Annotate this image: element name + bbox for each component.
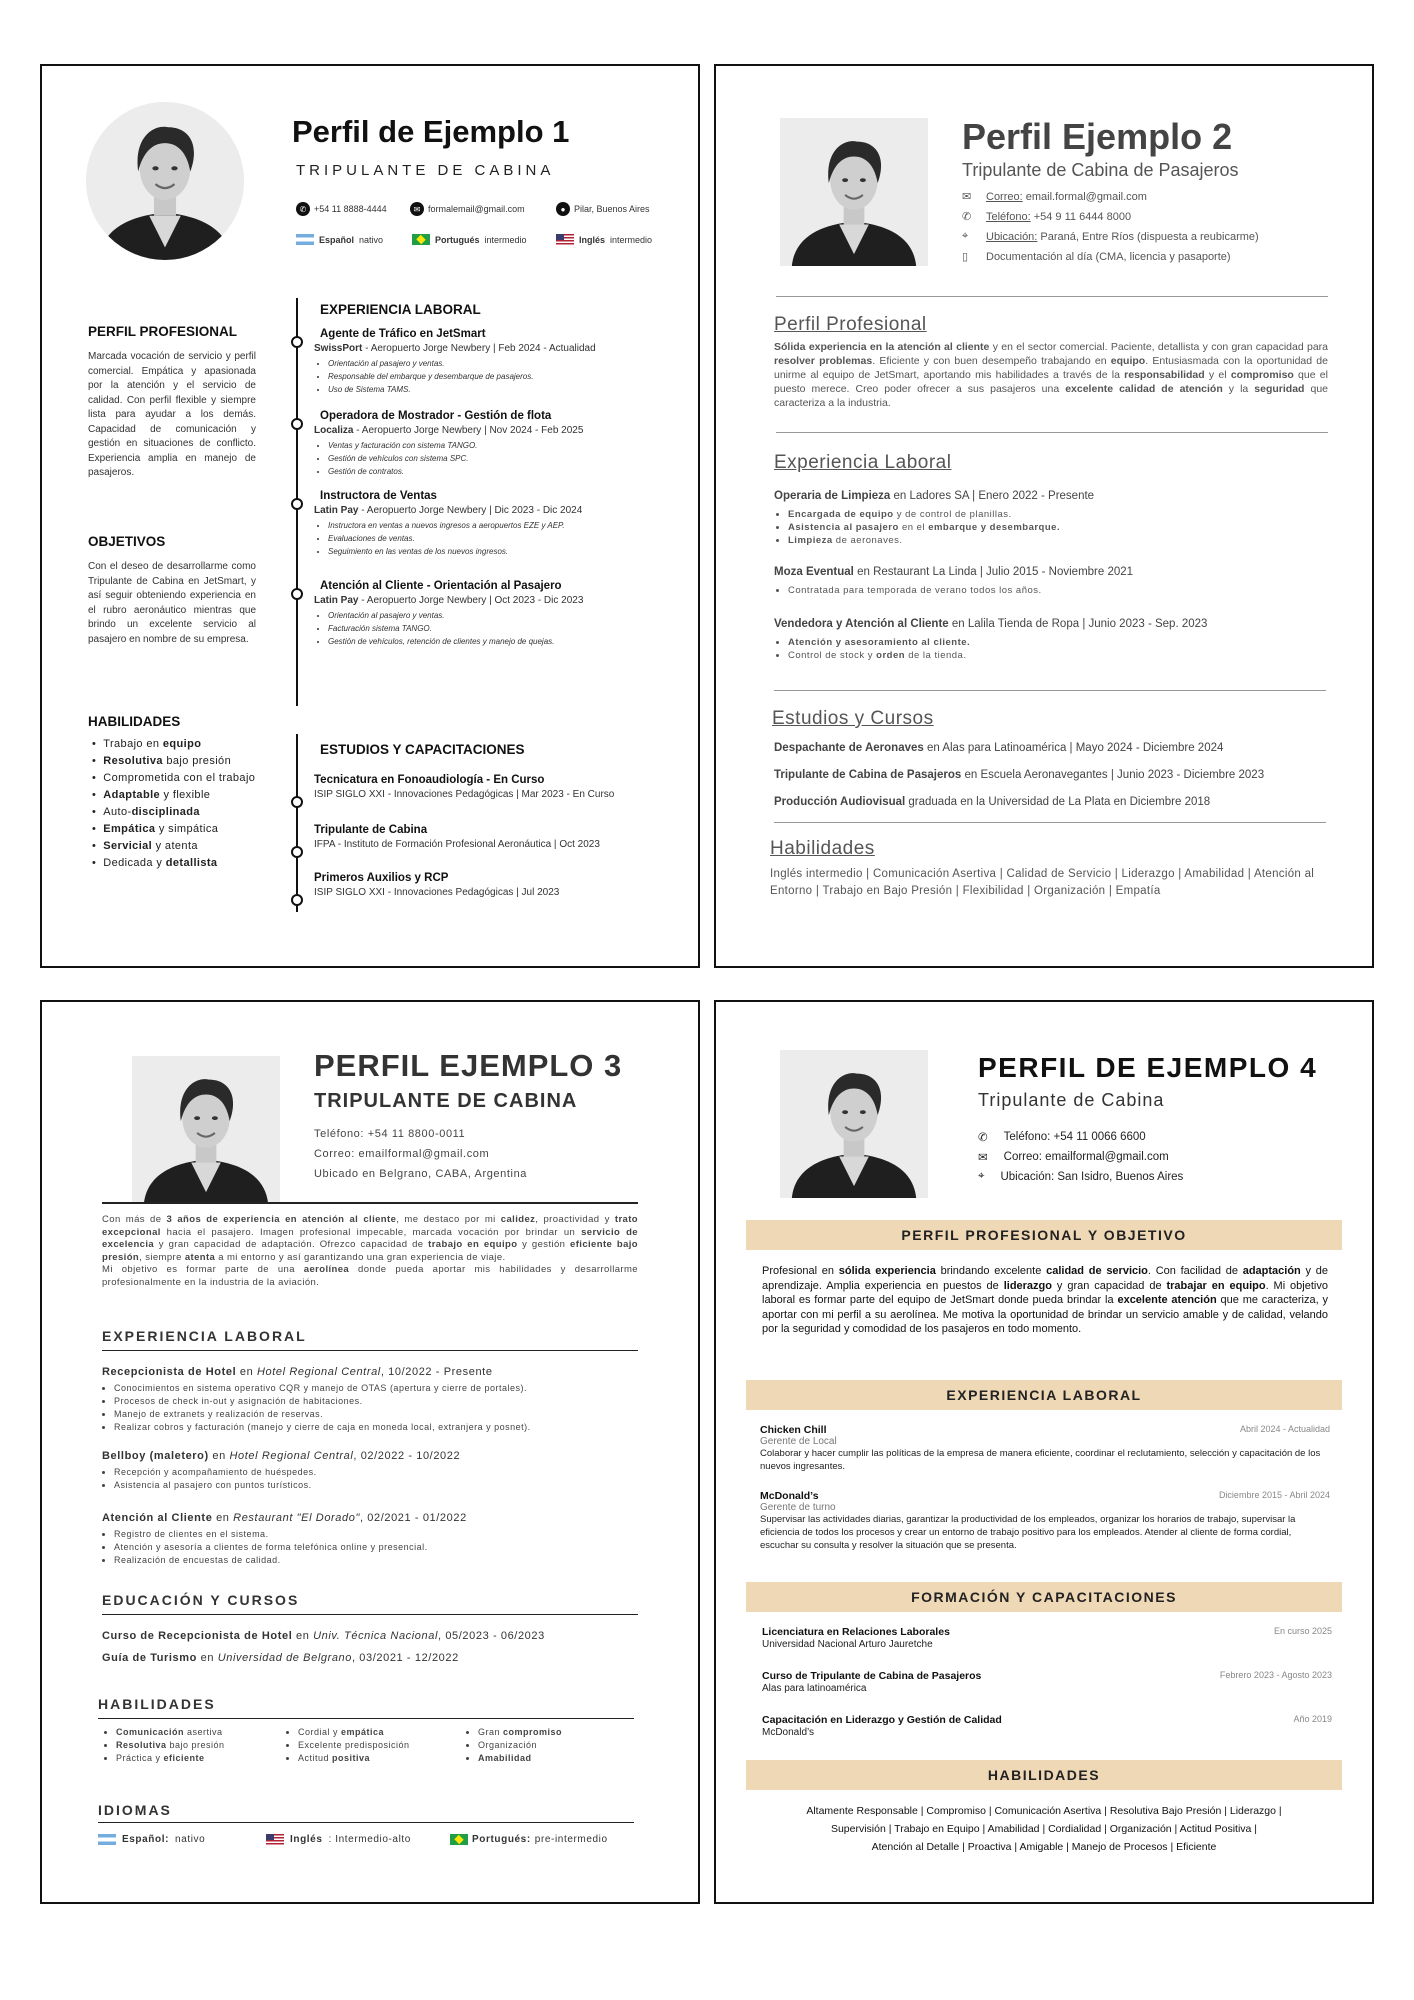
skill-text: y flexible: [160, 789, 211, 801]
resume-example-3: [40, 1000, 700, 1904]
skills-line: Atención al Detalle | Proactiva | Amigable | Manejo de Procesos | Eficiente: [871, 1841, 1217, 1853]
job-bullets: [114, 1466, 460, 1492]
profile-photo: [780, 118, 928, 266]
divider: [776, 296, 1328, 297]
skill-text: y atenta: [152, 840, 198, 852]
lang-name: Inglés: [290, 1834, 323, 1845]
job-bullets: [114, 1528, 467, 1567]
lang-level: pre-intermedio: [534, 1834, 608, 1845]
education-dates: , 03/2021 - 12/2022: [352, 1652, 459, 1664]
email-text: Correo: emailformal@gmail.com: [1003, 1151, 1169, 1163]
document-icon: ▯: [962, 251, 969, 263]
phone-icon: ✆: [296, 202, 310, 216]
location-text: Ubicado en Belgrano, CABA, Argentina: [314, 1168, 527, 1180]
job-meta: [314, 595, 674, 606]
job-entry: [774, 618, 1207, 630]
section-heading: HABILIDADES: [88, 714, 181, 729]
envelope-icon: ✉: [962, 191, 972, 203]
education-institution: Universidad Nacional Arturo Jauretche: [762, 1639, 933, 1650]
resume-role: TRIPULANTE DE CABINA: [296, 162, 555, 179]
contact-text: [986, 211, 1131, 223]
skill-item: [92, 770, 255, 787]
profile-photo: [780, 1050, 928, 1198]
profile-photo: [86, 102, 244, 260]
education-heading: [762, 1670, 1332, 1682]
skills-column: • Comunicación asertiva • Resolutiva bajo presión • Práctica y eficiente: [116, 1726, 225, 1765]
job-dates: - Aeropuerto Jorge Newbery | Nov 2024 - Feb 2025: [353, 425, 584, 436]
education-meta: ISIP SIGLO XXI - Innovaciones Pedagógicas | Mar 2023 - En Curso: [314, 789, 615, 800]
skill-bold: Servicial: [103, 840, 153, 852]
skill-item: [92, 838, 255, 855]
job-bullets: [328, 357, 674, 396]
lang-name: Portugués: [435, 234, 480, 245]
education-entry: [102, 1652, 459, 1664]
skill-item: [92, 753, 255, 770]
job-title: Vendedora y Atención al Cliente: [774, 618, 949, 630]
timeline-dot: [291, 796, 303, 808]
job-bullet: • Gestión de vehículos con sistema SPC.: [328, 452, 674, 465]
skill-bold: Empática: [103, 823, 156, 835]
skill-text: y simpática: [155, 823, 219, 835]
education-title: Capacitación en Liderazgo y Gestión de Calidad: [762, 1714, 1002, 1726]
job-place: Hotel Regional Central: [229, 1450, 354, 1462]
skills-column: • Gran compromiso • Organización • Amabilidad: [478, 1726, 562, 1765]
job-bullets: • Atención y asesoramiento al cliente. • Control de stock y orden de la tienda.: [788, 636, 970, 662]
job-dates: Diciembre 2015 - Abril 2024: [1218, 1490, 1330, 1500]
job-bullet: • Gestión de contratos.: [328, 465, 674, 478]
job-connector: en: [212, 1512, 234, 1524]
education-dates: , 05/2023 - 06/2023: [438, 1630, 545, 1642]
job-meta: [314, 425, 674, 436]
argentina-flag-icon: [98, 1834, 116, 1845]
job-dates: , 02/2021 - 01/2022: [359, 1512, 467, 1524]
education-entry: [762, 1714, 1332, 1739]
email-text: formalemail@gmail.com: [428, 204, 525, 214]
education-institution: McDonald’s: [762, 1727, 815, 1738]
contact-text: [986, 251, 1231, 263]
usa-flag-icon: [266, 1834, 284, 1845]
section-heading: EXPERIENCIA LABORAL: [102, 1328, 307, 1344]
lang-name: Portugués:: [472, 1834, 531, 1845]
job-bullet: • Orientación al pasajero y ventas.: [328, 357, 674, 370]
education-entry: [762, 1626, 1332, 1651]
brazil-flag-icon: [412, 234, 430, 245]
job-bullets: [328, 439, 674, 478]
job-bullets: [328, 609, 674, 648]
job-bullet: • Asistencia al pasajero con puntos turísticos.: [114, 1479, 460, 1492]
section-heading: Habilidades: [770, 838, 875, 859]
brazil-flag-icon: [450, 1834, 468, 1845]
job-connector: en: [236, 1366, 257, 1378]
skill-item: [92, 736, 255, 753]
job-title: Operaria de Limpieza: [774, 490, 891, 502]
divider: [774, 822, 1326, 823]
profile-text: Profesional en sólida experiencia brindando excelente calidad de servicio. Con facilidad de adaptación y de aprendizaje. Amplia experiencia en puestos de liderazgo y gran capacidad de trabajar en equipo. Mi objetivo laboral es formar parte del equipo de JetSmart donde pueda brindar la excelente atención que me caracteriza, y aportar con mi perfil a su aerolínea. Me motiva la oportunidad de brindar un servicio amable y de calidad, velando por la seguridad y comodidad de los pasajeros en todo momento.: [762, 1265, 1328, 1335]
contact-value: Paraná, Entre Ríos (dispuesta a reubicarme): [1037, 230, 1259, 243]
job-heading: [102, 1366, 531, 1378]
job-entry: [102, 1512, 467, 1567]
profile-text: Marcada vocación de servicio y perfil comercial. Empática y apasionada por la atención y el servicio de calidad. Con perfil flexible y siempre lista para ayudar a los demás. Capacidad de comunicación y gestión en situaciones de conflicto. Experiencia amplia en manejo de pasajeros.: [88, 351, 256, 478]
skills-text: Inglés intermedio | Comunicación Asertiva | Calidad de Servicio | Liderazgo | Amabilidad | Atención al Entorno | Trabajo en Bajo Presión | Flexibilidad | Organización | Empatía: [770, 868, 1315, 897]
lang-name: Español: [319, 234, 355, 245]
lang-level: intermedio: [484, 234, 527, 245]
education-heading: [762, 1714, 1332, 1726]
location-text: Pilar, Buenos Aires: [574, 204, 650, 214]
job-bullet: • Atención y asesoría a clientes de forma telefónica online y presencial.: [114, 1541, 467, 1554]
contact-row: [962, 230, 1259, 243]
job-role: Gerente de Local: [760, 1436, 837, 1447]
education-title: Tripulante de Cabina: [314, 824, 428, 836]
skills-column: • Cordial y empática • Excelente predisposición • Actitud positiva: [298, 1726, 410, 1765]
job-title: Bellboy (maletero): [102, 1450, 209, 1462]
timeline-dot: [291, 588, 303, 600]
resume-name: PERFIL EJEMPLO 3: [314, 1048, 623, 1083]
skill-bold: Adaptable: [103, 789, 161, 801]
education-entry: [774, 796, 1210, 808]
education-title: Guía de Turismo: [102, 1652, 197, 1664]
job-bullet: • Realizar cobros y facturación (manejo y cierre de caja en moneda local, extranjera y posnet).: [114, 1421, 531, 1434]
lang-name: Inglés: [579, 234, 606, 245]
job-heading: [102, 1512, 467, 1524]
job-entry: [774, 490, 1094, 502]
job-description: Supervisar las actividades diarias, garantizar la productividad de los empleados, organizar los horarios de trabajo, supervisar la eficiencia de todos los procesos y crear un entorno de trabajo positivo para los empleados. Atender al cliente de forma cordial, escuchar su consulta y resolver la situación que se presenta.: [760, 1514, 1296, 1551]
education-heading: [762, 1626, 1332, 1638]
education-meta: graduada en la Universidad de La Plata en Diciembre 2018: [905, 796, 1211, 808]
lang-level: nativo: [359, 234, 384, 245]
job-entry: [314, 328, 674, 396]
job-heading: [102, 1450, 460, 1462]
job-title: Agente de Tráfico en JetSmart: [320, 328, 486, 340]
resume-example-2: [714, 64, 1374, 968]
resume-role: TRIPULANTE DE CABINA: [314, 1090, 578, 1112]
education-meta: IFPA - Instituto de Formación Profesional Aeronáutica | Oct 2023: [314, 839, 600, 850]
argentina-flag-icon: [296, 234, 314, 245]
education-title: Curso de Tripulante de Cabina de Pasajeros: [762, 1670, 982, 1682]
contact-value: email.formal@gmail.com: [1022, 190, 1147, 203]
skills-line: Supervisión | Trabajo en Equipo | Amabilidad | Cordialidad | Organización | Actitud Positiva |: [830, 1823, 1258, 1835]
education-entry: [774, 742, 1223, 754]
location-icon: ⌖: [962, 230, 969, 242]
job-entry: [760, 1490, 1330, 1552]
profile-photo: [132, 1056, 280, 1204]
education-title: Tripulante de Cabina de Pasajeros: [774, 769, 962, 781]
job-dates: - Aeropuerto Jorge Newbery | Oct 2023 - Dic 2023: [358, 595, 584, 606]
job-bullet: • Recepción y acompañamiento de huéspedes.: [114, 1466, 460, 1479]
section-heading: IDIOMAS: [98, 1802, 172, 1818]
usa-flag-icon: [556, 234, 574, 245]
job-title: Recepcionista de Hotel: [102, 1366, 237, 1378]
job-bullet: • Responsable del embarque y desembarque de pasajeros.: [328, 370, 674, 383]
skill-item: [92, 804, 255, 821]
timeline-dot: [291, 418, 303, 430]
job-bullet: • Uso de Sistema TAMS.: [328, 383, 674, 396]
job-dates: - Aeropuerto Jorge Newbery | Dic 2023 - Dic 2024: [358, 505, 583, 516]
job-bullets: • Encargada de equipo y de control de planillas. • Asistencia al pasajero en el embarque y desembarque. • Limpieza de aeronaves.: [788, 508, 1060, 547]
section-heading: OBJETIVOS: [88, 534, 166, 549]
job-bullet: • Orientación al pasajero y ventas.: [328, 609, 674, 622]
job-place: Restaurant "El Dorado": [233, 1512, 360, 1524]
section-heading: Estudios y Cursos: [772, 708, 934, 729]
job-place: Hotel Regional Central: [256, 1366, 381, 1378]
phone-text: +54 11 8888-4444: [314, 204, 387, 214]
skill-text: Comprometida con el trabajo: [103, 772, 256, 784]
education-title: Licenciatura en Relaciones Laborales: [762, 1626, 950, 1638]
job-title: Instructora de Ventas: [320, 490, 437, 502]
job-bullet: • Seguimiento en las ventas de los nuevos ingresos.: [328, 545, 674, 558]
skill-text: Trabajo en: [103, 738, 163, 750]
job-bullet: • Procesos de check in-out y asignación de habitaciones.: [114, 1395, 531, 1408]
job-title: Moza Eventual: [774, 566, 854, 578]
skill-bold: disciplinada: [131, 806, 200, 818]
job-description: Colaborar y hacer cumplir las políticas de la empresa de manera eficiente, coordinar el reclutamiento, selección y capacitación de los nuevos ingresantes.: [760, 1448, 1321, 1472]
resume-role: Tripulante de Cabina de Pasajeros: [962, 160, 1239, 180]
education-place: Universidad de Belgrano: [217, 1652, 352, 1664]
job-title: Operadora de Mostrador - Gestión de flota: [320, 410, 552, 422]
job-meta: [314, 505, 674, 516]
section-band: HABILIDADES: [746, 1760, 1342, 1790]
job-meta: en Restaurant La Linda | Julio 2015 - Noviembre 2021: [853, 566, 1134, 578]
job-entry: [102, 1366, 531, 1434]
skills-line: Altamente Responsable | Compromiso | Comunicación Asertiva | Resolutiva Bajo Presión | Liderazgo |: [806, 1805, 1282, 1817]
section-band: FORMACIÓN Y CAPACITACIONES: [746, 1582, 1342, 1612]
location-icon: ●: [556, 202, 570, 216]
phone-icon: ✆: [962, 211, 972, 223]
job-company: Localiza: [314, 425, 354, 436]
email-icon: ✉: [410, 202, 424, 216]
job-meta: [314, 343, 674, 354]
profile-text: Con más de 3 años de experiencia en atención al cliente, me destaco por mi calidez, proactividad y trato excepcional hacia el pasajero. Imagen profesional impecable, marcada vocación por brindar un servicio de excelencia y gran capacidad de adaptación. Ofrezco capacidad de trabajo en equipo y gestión eficiente bajo presión, siempre atenta a mi entorno y así garantizando una gran experiencia de viaje. Mi objetivo es formar parte de una aerolínea donde pueda aportar mis habilidades y desarrollarme profesionalmente en la industria de la aviación.: [102, 1214, 639, 1288]
job-bullet: • Registro de clientes en el sistema.: [114, 1528, 467, 1541]
job-meta: en Lalila Tienda de Ropa | Junio 2023 - Sep. 2023: [948, 618, 1208, 630]
education-entry: [314, 872, 559, 898]
resume-role: Tripulante de Cabina: [978, 1090, 1165, 1110]
education-dates: Febrero 2023 - Agosto 2023: [1219, 1670, 1332, 1680]
skills-list: [92, 736, 255, 872]
contact-label: Teléfono:: [986, 210, 1031, 223]
job-entry: [102, 1450, 460, 1492]
education-entry: [314, 774, 614, 800]
divider: [774, 690, 1326, 691]
skill-item: [92, 821, 255, 838]
job-bullets: [114, 1382, 531, 1434]
resume-name: PERFIL DE EJEMPLO 4: [978, 1052, 1318, 1083]
job-entry: [314, 490, 674, 558]
job-entry: [774, 566, 1133, 578]
resume-name: Perfil Ejemplo 2: [962, 116, 1233, 157]
job-bullet: • Facturación sistema TANGO.: [328, 622, 674, 635]
job-dates: , 02/2022 - 10/2022: [353, 1450, 461, 1462]
job-bullet: • Conocimientos en sistema operativo CQR y manejo de OTAS (apertura y cierre de portales).: [114, 1382, 531, 1395]
contact-value: Documentación al día (CMA, licencia y pasaporte): [986, 250, 1231, 263]
education-title: Tecnicatura en Fonoaudiología - En Curso: [314, 774, 545, 786]
divider: [102, 1202, 638, 1204]
phone-text: Teléfono: +54 11 8800-0011: [314, 1128, 466, 1140]
section-heading: Perfil Profesional: [774, 314, 927, 335]
education-place: Univ. Técnica Nacional: [313, 1630, 439, 1642]
contact-text: [986, 191, 1147, 203]
skill-text: bajo presión: [162, 755, 232, 767]
section-heading: Experiencia Laboral: [774, 452, 952, 473]
education-entry: [314, 824, 600, 850]
section-band: EXPERIENCIA LABORAL: [746, 1380, 1342, 1410]
job-company: Latin Pay: [314, 595, 359, 606]
resume-example-1: [40, 64, 700, 968]
contact-label: Ubicación:: [986, 230, 1038, 243]
education-entry: [762, 1670, 1332, 1695]
job-bullet: • Gestión de vehículos, retención de clientes y manejo de quejas.: [328, 635, 674, 648]
divider: [102, 1350, 638, 1351]
location-text: Ubicación: San Isidro, Buenos Aires: [1000, 1170, 1184, 1183]
job-company: SwissPort: [314, 343, 363, 354]
job-bullet: • Ventas y facturación con sistema TANGO.: [328, 439, 674, 452]
contact-text: [986, 231, 1259, 243]
contact-row: [962, 190, 1147, 203]
job-heading: [760, 1490, 1330, 1502]
job-bullet: • Contratada para temporada de verano todos los años.: [788, 584, 1042, 597]
job-entry: [760, 1424, 1330, 1473]
education-meta: en Alas para Latinoamérica | Mayo 2024 - Diciembre 2024: [923, 742, 1224, 754]
job-title: McDonald’s: [760, 1490, 819, 1502]
section-heading: EDUCACIÓN Y CURSOS: [102, 1592, 300, 1608]
skill-bold: detallista: [165, 857, 218, 869]
phone-text: Teléfono: +54 11 0066 6600: [1003, 1131, 1146, 1143]
education-title: Producción Audiovisual: [774, 796, 906, 808]
job-heading: [760, 1424, 1330, 1436]
job-bullet: • Instructora en ventas a nuevos ingresos a aeropuertos EZE y AEP.: [328, 519, 674, 532]
section-band: PERFIL PROFESIONAL Y OBJETIVO: [746, 1220, 1342, 1250]
education-meta: en Escuela Aeronavegantes | Junio 2023 - Diciembre 2023: [961, 769, 1265, 781]
job-bullet: • Realización de encuestas de calidad.: [114, 1554, 467, 1567]
skill-text: Dedicada y: [103, 857, 166, 869]
timeline-dot: [291, 846, 303, 858]
contact-label: Correo:: [986, 190, 1023, 203]
job-role: Gerente de turno: [760, 1502, 836, 1513]
profile-text: Sólida experiencia en la atención al cliente y en el sector comercial. Paciente, detallista y con gran capacidad para resolver problemas. Eficiente y con buen desempeño trabajando en equipo. Entusiasmada con la oportunidad de unirme al equipo de JetSmart, aportando mis habilidades a través de la responsabilidad y el compromiso que el puesto merece. Creo poder ofrecer a sus pasajeros una excelente calidad de atención y la seguridad que caracteriza a la industria.: [774, 341, 1328, 409]
education-title: Despachante de Aeronaves: [774, 742, 924, 754]
contact-row: [962, 250, 1231, 263]
contact-value: +54 9 11 6444 8000: [1030, 210, 1132, 223]
job-dates: - Aeropuerto Jorge Newbery | Feb 2024 - Actualidad: [362, 343, 596, 354]
education-entry: [102, 1630, 545, 1642]
job-entry: [314, 580, 674, 648]
job-entry: [314, 410, 674, 478]
section-heading: ESTUDIOS Y CAPACITACIONES: [320, 742, 525, 757]
education-connector: en: [292, 1630, 314, 1642]
timeline-dot: [291, 336, 303, 348]
email-text: Correo: emailformal@gmail.com: [314, 1148, 490, 1160]
skill-item: [92, 855, 255, 872]
education-institution: Alas para latinoamérica: [762, 1683, 867, 1694]
education-title: Primeros Auxilios y RCP: [314, 872, 449, 884]
education-connector: en: [196, 1652, 218, 1664]
education-entry: [774, 769, 1264, 781]
divider: [102, 1614, 638, 1615]
lang-name: Español:: [122, 1834, 170, 1845]
lang-level: intermedio: [610, 234, 653, 245]
job-title: Atención al Cliente: [102, 1512, 213, 1524]
timeline-dot: [291, 894, 303, 906]
lang-level: : Intermedio-alto: [328, 1834, 411, 1845]
resume-example-4: [714, 1000, 1374, 1904]
timeline-dot: [291, 498, 303, 510]
lang-level: nativo: [175, 1834, 206, 1845]
envelope-icon: ✉: [978, 1152, 988, 1164]
education-meta: ISIP SIGLO XXI - Innovaciones Pedagógicas | Jul 2023: [314, 887, 560, 898]
objective-text: Con el deseo de desarrollarme como Tripulante de Cabina en JetSmart, y así seguir obteniendo experiencia en el rubro aeronáutico mientras que brindo un excelente servicio al pasajero en nombre de su empresa.: [88, 561, 256, 645]
section-heading: HABILIDADES: [98, 1696, 216, 1712]
section-heading: PERFIL PROFESIONAL: [88, 324, 238, 339]
skill-bold: Resolutiva: [103, 755, 163, 767]
skill-text: Auto-: [103, 806, 132, 818]
job-bullet: • Manejo de extranets y realización de reservas.: [114, 1408, 531, 1421]
job-connector: en: [208, 1450, 230, 1462]
phone-icon: ✆: [978, 1132, 988, 1144]
divider: [98, 1822, 634, 1823]
section-heading: EXPERIENCIA LABORAL: [320, 302, 481, 317]
resume-name: Perfil de Ejemplo 1: [292, 114, 570, 149]
job-meta: en Ladores SA | Enero 2022 - Presente: [890, 490, 1095, 502]
job-dates: , 10/2022 - Presente: [380, 1366, 493, 1378]
job-dates: Abril 2024 - Actualidad: [1239, 1424, 1330, 1434]
education-dates: Año 2019: [1293, 1714, 1332, 1724]
job-bullets: [328, 519, 674, 558]
location-icon: ⌖: [978, 1170, 985, 1182]
contact-row: [962, 210, 1131, 223]
education-dates: En curso 2025: [1273, 1626, 1332, 1636]
job-title: Chicken Chill: [760, 1424, 827, 1436]
divider: [98, 1718, 634, 1719]
job-company: Latin Pay: [314, 505, 359, 516]
skill-item: [92, 787, 255, 804]
job-title: Atención al Cliente - Orientación al Pasajero: [320, 580, 562, 592]
education-title: Curso de Recepcionista de Hotel: [102, 1630, 293, 1642]
job-bullets: [788, 584, 1042, 597]
job-bullet: • Evaluaciones de ventas.: [328, 532, 674, 545]
skill-bold: equipo: [162, 738, 202, 750]
divider: [776, 432, 1328, 433]
timeline-line: [296, 734, 298, 912]
